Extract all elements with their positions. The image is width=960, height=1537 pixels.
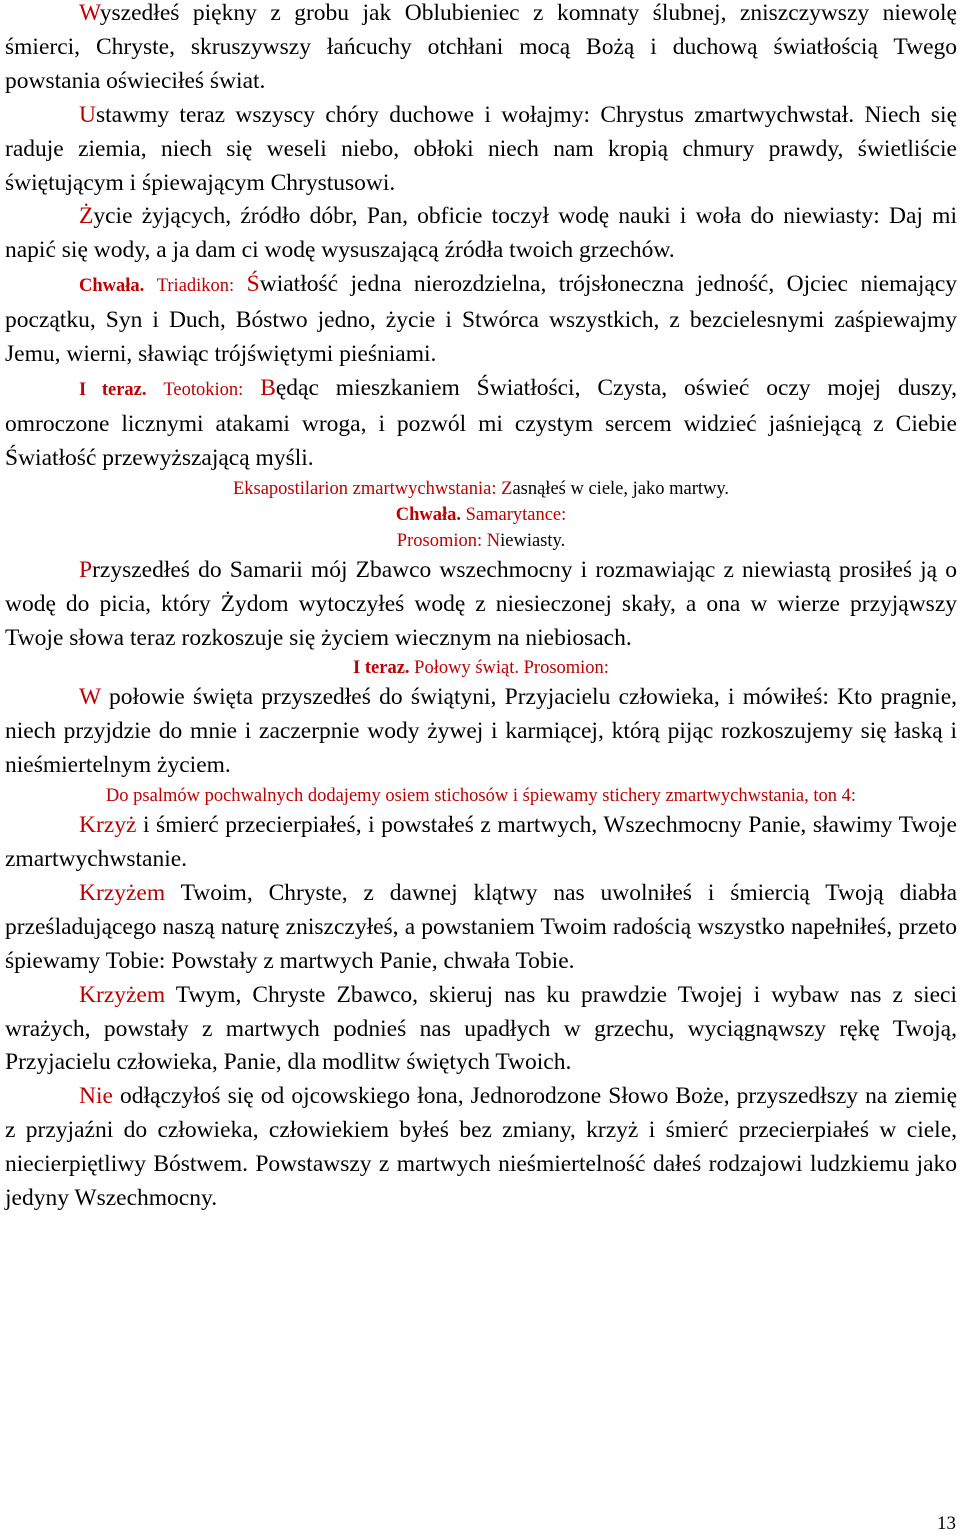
initial: Krzyżem xyxy=(79,879,166,906)
rubric-label: Połowy świąt. Prosomion: xyxy=(414,658,609,679)
paragraph-text: ędąc mieszkaniem Światłości, Czysta, oświeć oczy mojej duszy, omroczone licznymi atakami wroga, i pozwól mi czystym sercem widzieć jaśniejącą z Ciebie Światłość przewyższającą myśli. xyxy=(5,374,958,471)
paragraph-text: Twoim, Chryste, z dawnej klątwy nas uwolniłeś i śmiercią Twoją diabła prześladującego naszą naturę zniszczyłeś, a powstaniem Twoim radością wszystko napełniłeś, przeto śpiewamy Tobie: Powstały z martwych Panie, chwała Tobie. xyxy=(5,879,957,974)
paragraph-4-triadikon xyxy=(5,268,957,372)
paragraph-text: połowie święta przyszedłeś do świątyni, Przyjacielu człowieka, i mówiłeś: Kto pragnie, niech przyjdzie do mnie i zaczerpnie wody żywej i karmiącej, którą pijąc rozkoszujemy się łaską i nieśmiertelnym życiem. xyxy=(5,684,957,779)
paragraph-7 xyxy=(5,681,957,783)
rubric-text: iewiasty. xyxy=(500,530,566,551)
paragraph-text: wiatłość jedna nierozdzielna, trójsłoneczna jedność, Ojciec niemający początku, Syn i Duch, Bóstwo jedno, życie i Stwórca wszystkich, z bezcielesnymi zaśpiewajmy Jemu, wierni, sławiąc trójświętymi pieśniami. xyxy=(5,271,958,368)
initial: W xyxy=(79,684,101,711)
paragraph-3 xyxy=(5,200,957,268)
initial: Z xyxy=(501,478,513,499)
paragraph-text: rzyszedłeś do Samarii mój Zbawco wszechmocny i rozmawiając z niewiastą prosiłeś ją o wodę do picia, który Żydom wytoczyłeś wodę z niesieczonej skały, a ona w wierze przyjąwszy Twoje słowa teraz rozkoszuje się życiem wiecznym na niebiosach. xyxy=(5,556,957,651)
initial: Ś xyxy=(246,271,260,298)
rubric-eksapostilarion xyxy=(5,476,957,502)
page-number: 13 xyxy=(937,1513,956,1534)
rubric-polowy-swiat xyxy=(5,655,957,681)
paragraph-2 xyxy=(5,99,957,201)
rubric-label: Teotokion: xyxy=(163,379,244,400)
initial: Nie xyxy=(79,1083,113,1110)
rubric-bold: I teraz. xyxy=(79,379,147,400)
initial: P xyxy=(79,556,93,583)
rubric-label: Eksapostilarion zmartwychwstania: xyxy=(232,478,497,499)
rubric-label: Do psalmów pochwalnych dodajemy osiem stichosów i śpiewamy stichery zmartwychwstania, ton 4: xyxy=(105,786,857,807)
paragraph-11 xyxy=(5,1080,957,1216)
liturgical-text xyxy=(5,0,957,1216)
rubric-psalmy-pochwalne xyxy=(5,783,957,809)
rubric-label: Samarytance: xyxy=(465,504,567,525)
rubric-label: Triadikon: xyxy=(156,276,235,297)
paragraph-text: stawmy teraz wszyscy chóry duchowe i wołajmy: Chrystus zmartwychwstał. Niech się raduje ziemia, niech się weseli niebo, obłoki niech nam kropią chmury prawdy, świetliście świętującym i śpiewającym Chrystusowi. xyxy=(5,101,957,196)
initial: W xyxy=(79,0,100,26)
paragraph-text: ycie żyjących, źródło dóbr, Pan, obficie toczył wodę nauki i woła do niewiasty: Daj mi napić się wody, a ja dam ci wodę wysuszającą źródła twoich grzechów. xyxy=(5,203,957,264)
rubric-bold: I teraz. xyxy=(353,658,410,679)
initial: B xyxy=(260,374,276,401)
paragraph-text: i śmierć przecierpiałeś, i powstałeś z martwych, Wszechmocny Panie, sławimy Twoje zmartwychwstanie. xyxy=(5,812,957,873)
paragraph-text: odłączyłoś się od ojcowskiego łona, Jednorodzone Słowo Boże, przyszedłszy na ziemię z przyjaźni do człowieka, człowiekiem byłeś bez zmiany, krzyż i śmierć przecierpiałeś w ciele, niecierpiętliwy Bóstwem. Powstawszy z martwych nieśmiertelność dałeś rodzajowi ludzkiemu jako jedyny Wszechmocny. xyxy=(5,1083,957,1212)
rubric-bold: Chwała. xyxy=(79,276,145,297)
paragraph-6 xyxy=(5,554,957,656)
initial: Krzyżem xyxy=(79,981,166,1008)
rubric-label: Prosomion: xyxy=(396,530,483,551)
paragraph-text: Twym, Chryste Zbawco, skieruj nas ku prawdzie Twojej i wybaw nas z sieci wrażych, powstały z martwych podnieś nas upadłych w grzechu, wyciągnąwszy rękę Twoją, Przyjacielu człowieka, Panie, dla modlitw świętych Twoich. xyxy=(5,981,957,1076)
rubric-samarytance xyxy=(5,502,957,528)
paragraph-1 xyxy=(5,0,957,99)
initial: Krzyż xyxy=(79,812,137,839)
initial: N xyxy=(486,530,501,551)
initial: U xyxy=(79,101,96,128)
initial: Ż xyxy=(79,203,94,230)
paragraph-text: yszedłeś piękny z grobu jak Oblubieniec z komnaty ślubnej, zniszczywszy niewolę śmierci, Chryste, skruszywszy łańcuchy otchłani mocą Bożą i duchową światłością Twego powstania oświeciłeś świat. xyxy=(5,0,957,94)
paragraph-10 xyxy=(5,979,957,1081)
paragraph-8 xyxy=(5,809,957,877)
rubric-bold: Chwała. xyxy=(395,504,461,525)
rubric-text: asnąłeś w ciele, jako martwy. xyxy=(512,478,730,499)
rubric-prosomion xyxy=(5,528,957,554)
paragraph-9 xyxy=(5,877,957,979)
paragraph-5-teotokion xyxy=(5,372,957,476)
